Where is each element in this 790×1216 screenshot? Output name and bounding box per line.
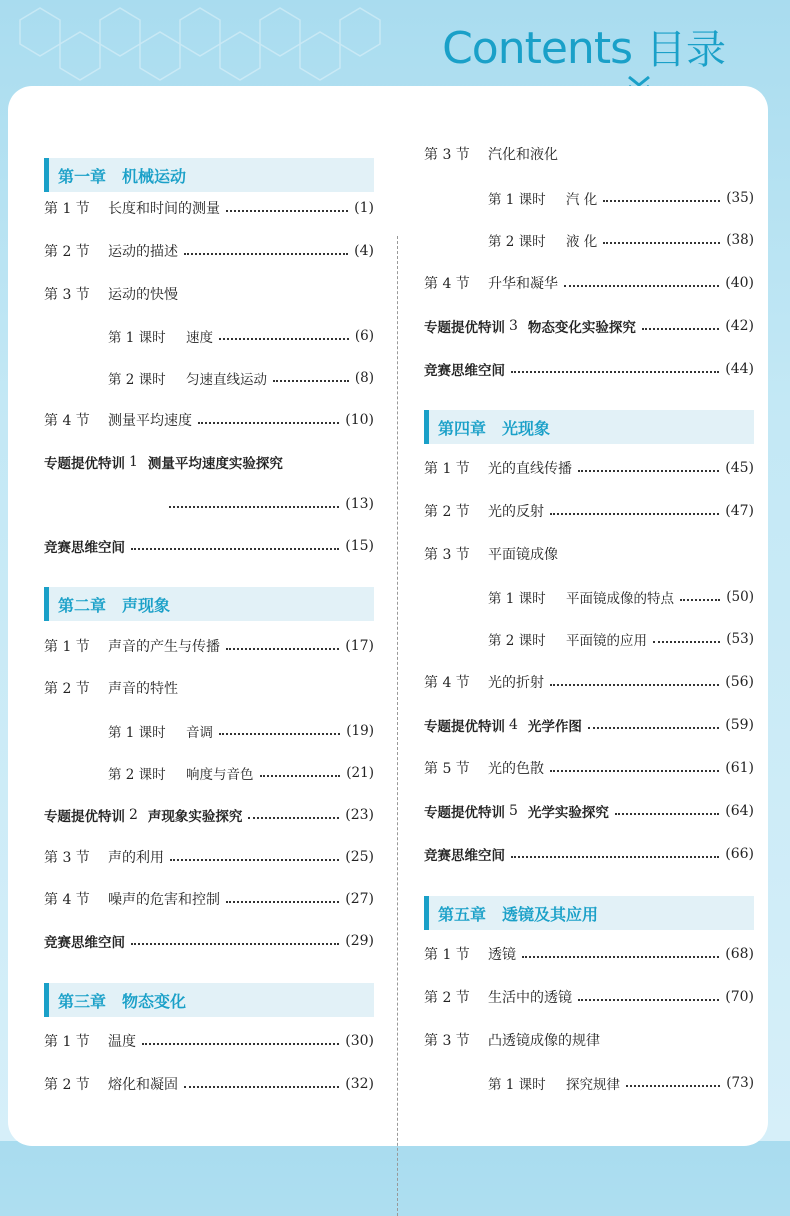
page-number: (42) <box>725 318 754 334</box>
toc-entry[interactable] <box>44 846 374 868</box>
leader-dots <box>642 328 719 330</box>
entry-title: 温度 <box>108 1034 136 1050</box>
entry-title: 光学实验探究 <box>527 805 609 821</box>
entry-title: 光学作图 <box>527 719 582 735</box>
special-prefix: 专题提优特训 <box>424 320 505 336</box>
leader-dots <box>131 548 339 550</box>
chapter-accent-bar <box>424 410 429 444</box>
section-number: 第 3 节 <box>44 287 90 303</box>
section-number: 第 1 节 <box>424 461 470 477</box>
toc-entry[interactable] <box>424 457 754 479</box>
leader-dots <box>260 775 341 777</box>
section-number: 第 4 节 <box>44 413 90 429</box>
special-number: 4 <box>509 717 518 733</box>
toc-subentry[interactable] <box>488 628 754 650</box>
entry-title: 生活中的透镜 <box>488 990 572 1006</box>
toc-entry[interactable] <box>424 143 754 165</box>
toc-entry[interactable] <box>44 240 374 262</box>
section-number: 第 3 节 <box>424 1033 470 1049</box>
leader-dots <box>184 253 348 255</box>
page-number: (6) <box>354 328 374 344</box>
toc-subentry[interactable] <box>488 1072 754 1094</box>
page-number: (53) <box>726 631 754 647</box>
section-number: 第 1 课时 <box>488 192 546 208</box>
entry-title: 匀速直线运动 <box>186 372 267 388</box>
chapter-title: 第一章 机械运动 <box>58 167 187 186</box>
section-number: 第 1 课时 <box>108 330 166 346</box>
special-prefix: 专题提优特训 <box>44 809 125 825</box>
toc-entry[interactable] <box>424 1029 754 1051</box>
leader-dots <box>550 684 719 686</box>
page-number: (59) <box>725 717 754 733</box>
entry-title: 竞赛思维空间 <box>424 848 505 864</box>
toc-entry[interactable] <box>424 757 754 779</box>
page-number: (32) <box>345 1076 374 1092</box>
entry-title: 光的折射 <box>488 675 544 691</box>
chapter-heading <box>44 983 374 1017</box>
page-number: (27) <box>345 891 374 907</box>
leader-dots <box>588 727 719 729</box>
page-number: (8) <box>354 370 374 386</box>
chapter-accent-bar <box>424 896 429 930</box>
column-divider <box>397 236 398 1216</box>
leader-dots <box>170 859 339 861</box>
toc-subentry[interactable] <box>488 586 754 608</box>
section-number: 第 3 节 <box>44 850 90 866</box>
toc-entry[interactable] <box>424 358 754 380</box>
entry-title: 光的反射 <box>488 504 544 520</box>
special-number: 1 <box>129 454 138 470</box>
section-number: 第 2 节 <box>44 681 90 697</box>
leader-dots <box>511 856 719 858</box>
toc-entry[interactable] <box>424 943 754 965</box>
page-number: (19) <box>346 723 374 739</box>
page-number: (64) <box>725 803 754 819</box>
page-number: (73) <box>726 1075 754 1091</box>
page-number: (25) <box>345 849 374 865</box>
chapter-heading <box>44 587 374 621</box>
chapter-accent-bar <box>44 587 49 621</box>
section-number: 第 1 节 <box>424 947 470 963</box>
section-number: 第 1 课时 <box>488 1077 546 1093</box>
special-number: 3 <box>509 318 518 334</box>
section-number: 第 4 节 <box>424 276 470 292</box>
entry-title: 平面镜的应用 <box>566 633 647 649</box>
chapter-accent-bar <box>44 983 49 1017</box>
section-number: 第 2 课时 <box>488 633 546 649</box>
entry-title: 长度和时间的测量 <box>108 201 220 217</box>
entry-title: 探究规律 <box>566 1077 620 1093</box>
toc-subentry[interactable] <box>488 229 754 251</box>
section-number: 第 2 节 <box>44 1077 90 1093</box>
chapter-accent-bar <box>44 158 49 192</box>
section-number: 第 3 节 <box>424 547 470 563</box>
page-number: (30) <box>345 1033 374 1049</box>
page-number: (15) <box>345 538 374 554</box>
page-number: (61) <box>725 760 754 776</box>
entry-title: 液 化 <box>566 234 598 250</box>
section-number: 第 1 课时 <box>108 725 166 741</box>
entry-title: 汽化和液化 <box>488 147 558 163</box>
entry-title: 测量平均速度 <box>108 413 192 429</box>
page-number: (38) <box>726 232 754 248</box>
leader-dots <box>522 956 719 958</box>
special-number: 2 <box>129 807 138 823</box>
chapter-title: 第五章 透镜及其应用 <box>438 905 599 924</box>
section-number: 第 2 课时 <box>488 234 546 250</box>
toc-entry[interactable] <box>424 500 754 522</box>
entry-title: 透镜 <box>488 947 516 963</box>
page-number: (70) <box>725 989 754 1005</box>
leader-dots <box>653 641 720 643</box>
page-number: (23) <box>345 807 374 823</box>
leader-dots <box>226 210 348 212</box>
entry-title: 响度与音色 <box>186 767 254 783</box>
leader-dots <box>578 999 719 1001</box>
chapter-title: 第四章 光现象 <box>438 419 551 438</box>
toc-subentry[interactable] <box>108 762 374 784</box>
toc-entry[interactable] <box>44 197 374 219</box>
entry-title: 测量平均速度实验探究 <box>147 456 283 472</box>
leader-dots <box>219 338 349 340</box>
leader-dots <box>511 371 719 373</box>
section-number: 第 1 节 <box>44 1034 90 1050</box>
page-number: (68) <box>725 946 754 962</box>
toc-subentry[interactable] <box>108 367 374 389</box>
toc-entry[interactable] <box>44 635 374 657</box>
toc-entry[interactable] <box>424 671 754 693</box>
page-number: (21) <box>346 765 374 781</box>
leader-dots <box>603 242 720 244</box>
special-prefix: 专题提优特训 <box>424 719 505 735</box>
leader-dots <box>219 733 340 735</box>
toc-entry[interactable] <box>424 843 754 865</box>
entry-title: 汽 化 <box>566 192 598 208</box>
page-number: (1) <box>354 200 374 216</box>
entry-title: 平面镜成像的特点 <box>566 591 674 607</box>
leader-dots <box>615 813 719 815</box>
toc-entry-special[interactable] <box>44 804 374 826</box>
leader-dots <box>142 1043 339 1045</box>
leader-dots <box>184 1086 339 1088</box>
toc-entry[interactable] <box>44 283 374 305</box>
toc-entry-continuation[interactable] <box>44 493 374 515</box>
toc-entry[interactable] <box>44 409 374 431</box>
page-number: (50) <box>726 589 754 605</box>
toc-entry[interactable] <box>44 1073 374 1095</box>
section-number: 第 2 课时 <box>108 767 166 783</box>
leader-dots <box>198 422 339 424</box>
entry-title: 凸透镜成像的规律 <box>488 1033 600 1049</box>
leader-dots <box>550 513 719 515</box>
leader-dots <box>680 599 720 601</box>
chapter-heading <box>44 158 374 192</box>
leader-dots <box>169 506 339 508</box>
page-number: (4) <box>354 243 374 259</box>
entry-title: 物态变化实验探究 <box>527 320 636 336</box>
chapter-title: 第三章 物态变化 <box>58 992 187 1011</box>
chapter-title: 第二章 声现象 <box>58 596 171 615</box>
entry-title: 声的利用 <box>108 850 164 866</box>
special-prefix: 专题提优特训 <box>44 456 125 472</box>
toc-entry-special[interactable] <box>424 714 754 736</box>
section-number: 第 4 节 <box>424 675 470 691</box>
special-number: 5 <box>509 803 518 819</box>
leader-dots <box>226 901 339 903</box>
page-number: (17) <box>345 638 374 654</box>
toc-entry-special[interactable] <box>44 451 374 473</box>
toc-entry[interactable] <box>44 1030 374 1052</box>
section-number: 第 2 课时 <box>108 372 166 388</box>
leader-dots <box>564 285 719 287</box>
leader-dots <box>226 648 339 650</box>
toc-entry[interactable] <box>424 986 754 1008</box>
section-number: 第 2 节 <box>424 504 470 520</box>
page-number: (66) <box>725 846 754 862</box>
entry-title: 运动的快慢 <box>108 287 178 303</box>
page-number: (10) <box>345 412 374 428</box>
entry-title: 升华和凝华 <box>488 276 558 292</box>
page-number: (29) <box>345 933 374 949</box>
toc-entry-special[interactable] <box>424 800 754 822</box>
page-number: (47) <box>725 503 754 519</box>
section-number: 第 2 节 <box>424 990 470 1006</box>
page-number: (35) <box>726 190 754 206</box>
contents-card <box>8 86 768 1146</box>
entry-title: 运动的描述 <box>108 244 178 260</box>
leader-dots <box>578 470 719 472</box>
toc-subentry[interactable] <box>108 720 374 742</box>
leader-dots <box>273 380 349 382</box>
leader-dots <box>248 817 339 819</box>
section-number: 第 4 节 <box>44 892 90 908</box>
entry-title: 速度 <box>186 330 213 346</box>
page-number: (44) <box>725 361 754 377</box>
toc-entry[interactable] <box>424 272 754 294</box>
entry-title: 平面镜成像 <box>488 547 558 563</box>
title-english: Contents <box>442 23 632 74</box>
entry-title: 声音的特性 <box>108 681 178 697</box>
toc-entry[interactable] <box>44 888 374 910</box>
entry-title: 声音的产生与传播 <box>108 639 220 655</box>
leader-dots <box>550 770 719 772</box>
toc-subentry[interactable] <box>488 187 754 209</box>
title-chinese: 目录 <box>646 27 726 73</box>
toc-entry[interactable] <box>424 543 754 565</box>
entry-title: 竞赛思维空间 <box>44 935 125 951</box>
leader-dots <box>626 1085 720 1087</box>
special-prefix: 专题提优特训 <box>424 805 505 821</box>
chapter-heading <box>424 410 754 444</box>
entry-title: 竞赛思维空间 <box>424 363 505 379</box>
page-number: (40) <box>725 275 754 291</box>
section-number: 第 1 节 <box>44 639 90 655</box>
entry-title: 声现象实验探究 <box>147 809 243 825</box>
entry-title: 光的直线传播 <box>488 461 572 477</box>
toc-entry[interactable] <box>44 535 374 557</box>
page-number: (13) <box>345 496 374 512</box>
page-number: (45) <box>725 460 754 476</box>
toc-entry[interactable] <box>44 930 374 952</box>
toc-entry[interactable] <box>44 677 374 699</box>
page-title <box>442 18 726 78</box>
page-number: (56) <box>725 674 754 690</box>
toc-entry-special[interactable] <box>424 315 754 337</box>
entry-title: 竞赛思维空间 <box>44 540 125 556</box>
entry-title: 光的色散 <box>488 761 544 777</box>
section-number: 第 1 课时 <box>488 591 546 607</box>
leader-dots <box>131 943 339 945</box>
entry-title: 音调 <box>186 725 213 741</box>
entry-title: 熔化和凝固 <box>108 1077 178 1093</box>
leader-dots <box>603 200 720 202</box>
section-number: 第 1 节 <box>44 201 90 217</box>
toc-subentry[interactable] <box>108 325 374 347</box>
chapter-heading <box>424 896 754 930</box>
section-number: 第 2 节 <box>44 244 90 260</box>
section-number: 第 5 节 <box>424 761 470 777</box>
section-number: 第 3 节 <box>424 147 470 163</box>
entry-title: 噪声的危害和控制 <box>108 892 220 908</box>
